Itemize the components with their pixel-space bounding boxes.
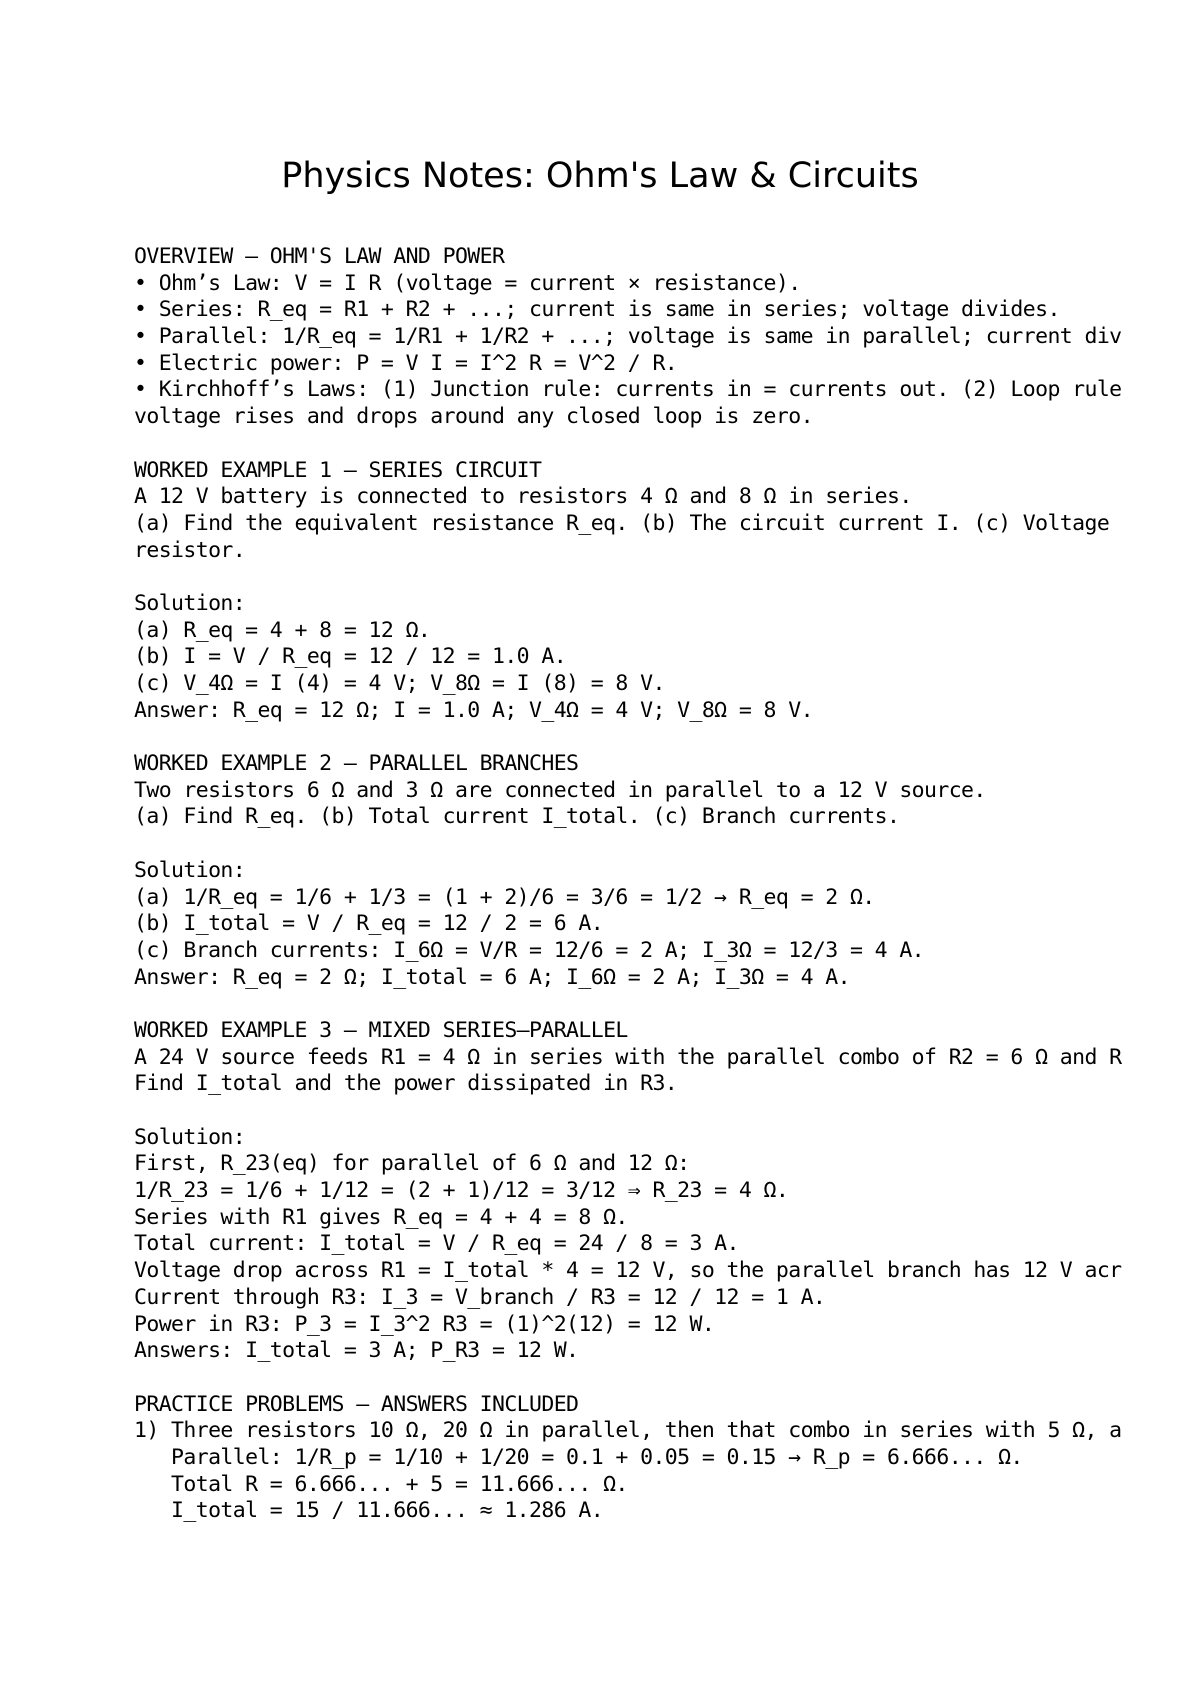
spacer xyxy=(134,991,1200,1018)
section-heading-example-1: WORKED EXAMPLE 1 — SERIES CIRCUIT xyxy=(134,457,542,483)
document-body xyxy=(134,244,1200,1525)
solution-line: (a) 1/R_eq = 1/6 + 1/3 = (1 + 2)/6 = 3/6 = 1/2 → R_eq = 2 Ω. xyxy=(134,884,875,910)
overview-line: • Series: R_eq = R1 + R2 + ...; current is same in series; voltage divides. xyxy=(134,297,1060,323)
answer-line: Answer: R_eq = 2 Ω; I_total = 6 A; I_6Ω = 2 A; I_3Ω = 4 A. xyxy=(134,964,850,990)
overview-line: • Parallel: 1/R_eq = 1/R1 + 1/R2 + ...; voltage is same in parallel; current div xyxy=(134,324,1122,350)
problem-line: A 24 V source feeds R1 = 4 Ω in series with the parallel combo of R2 = 6 Ω and R xyxy=(134,1044,1122,1070)
solution-line: First, R_23(eq) for parallel of 6 Ω and 12 Ω: xyxy=(134,1151,690,1177)
solution-line: (b) I = V / R_eq = 12 / 12 = 1.0 A. xyxy=(134,644,567,670)
solution-label: Solution: xyxy=(134,857,246,883)
solution-line: (a) R_eq = 4 + 8 = 12 Ω. xyxy=(134,617,431,643)
overview-line: • Kirchhoff’s Laws: (1) Junction rule: currents in = currents out. (2) Loop rule xyxy=(134,377,1122,403)
spacer xyxy=(134,1098,1200,1125)
answer-line: Answers: I_total = 3 A; P_R3 = 12 W. xyxy=(134,1338,579,1364)
solution-label: Solution: xyxy=(134,1124,246,1150)
solution-line: (b) I_total = V / R_eq = 12 / 2 = 6 A. xyxy=(134,911,604,937)
solution-line: Power in R3: P_3 = I_3^2 R3 = (1)^2(12) = 12 W. xyxy=(134,1311,715,1337)
spacer xyxy=(134,831,1200,858)
problem-line: (a) Find the equivalent resistance R_eq. (b) The circuit current I. (c) Voltage xyxy=(134,510,1110,536)
section-heading-overview: OVERVIEW — OHM'S LAW AND POWER xyxy=(134,244,505,269)
spacer xyxy=(134,431,1200,458)
solution-line: Series with R1 gives R_eq = 4 + 4 = 8 Ω. xyxy=(134,1204,628,1230)
problem-line: (a) Find R_eq. (b) Total current I_total. (c) Branch currents. xyxy=(134,804,900,830)
section-heading-example-2: WORKED EXAMPLE 2 — PARALLEL BRANCHES xyxy=(134,751,579,777)
problem-line: Two resistors 6 Ω and 3 Ω are connected in parallel to a 12 V source. xyxy=(134,777,986,803)
solution-line: (c) V_4Ω = I (4) = 4 V; V_8Ω = I (8) = 8 V. xyxy=(134,671,665,696)
solution-line: Total current: I_total = V / R_eq = 24 / 8 = 3 A. xyxy=(134,1231,739,1257)
solution-line: 1/R_23 = 1/6 + 1/12 = (2 + 1)/12 = 3/12 ⇒ R_23 = 4 Ω. xyxy=(134,1178,789,1204)
spacer xyxy=(134,724,1200,751)
practice-line: Total R = 6.666... + 5 = 11.666... Ω. xyxy=(134,1471,628,1497)
spacer xyxy=(134,564,1200,591)
problem-line: Find I_total and the power dissipated in R3. xyxy=(134,1071,678,1097)
problem-line: A 12 V battery is connected to resistors 4 Ω and 8 Ω in series. xyxy=(134,484,912,510)
page-title: Physics Notes: Ohm's Law & Circuits xyxy=(281,156,919,196)
solution-line: Voltage drop across R1 = I_total * 4 = 12 V, so the parallel branch has 12 V acr xyxy=(134,1258,1122,1284)
answer-line: Answer: R_eq = 12 Ω; I = 1.0 A; V_4Ω = 4 V; V_8Ω = 8 V. xyxy=(134,697,813,723)
solution-line: Current through R3: I_3 = V_branch / R3 = 12 / 12 = 1 A. xyxy=(134,1284,826,1310)
overview-line: • Ohm’s Law: V = I R (voltage = current × resistance). xyxy=(134,270,801,296)
spacer xyxy=(134,1365,1200,1392)
practice-line: Parallel: 1/R_p = 1/10 + 1/20 = 0.1 + 0.05 = 0.15 → R_p = 6.666... Ω. xyxy=(134,1444,1023,1470)
overview-line: voltage rises and drops around any closed loop is zero. xyxy=(134,404,813,430)
solution-label: Solution: xyxy=(134,590,246,616)
section-heading-example-3: WORKED EXAMPLE 3 — MIXED SERIES–PARALLEL xyxy=(134,1017,628,1043)
solution-line: (c) Branch currents: I_6Ω = V/R = 12/6 = 2 A; I_3Ω = 12/3 = 4 A. xyxy=(134,937,925,963)
overview-line: • Electric power: P = V I = I^2 R = V^2 / R. xyxy=(134,350,678,376)
practice-line: I_total = 15 / 11.666... ≈ 1.286 A. xyxy=(134,1498,604,1524)
practice-line: 1) Three resistors 10 Ω, 20 Ω in parallel, then that combo in series with 5 Ω, a xyxy=(134,1418,1122,1444)
section-heading-practice: PRACTICE PROBLEMS — ANSWERS INCLUDED xyxy=(134,1391,579,1417)
problem-line: resistor. xyxy=(134,537,246,563)
